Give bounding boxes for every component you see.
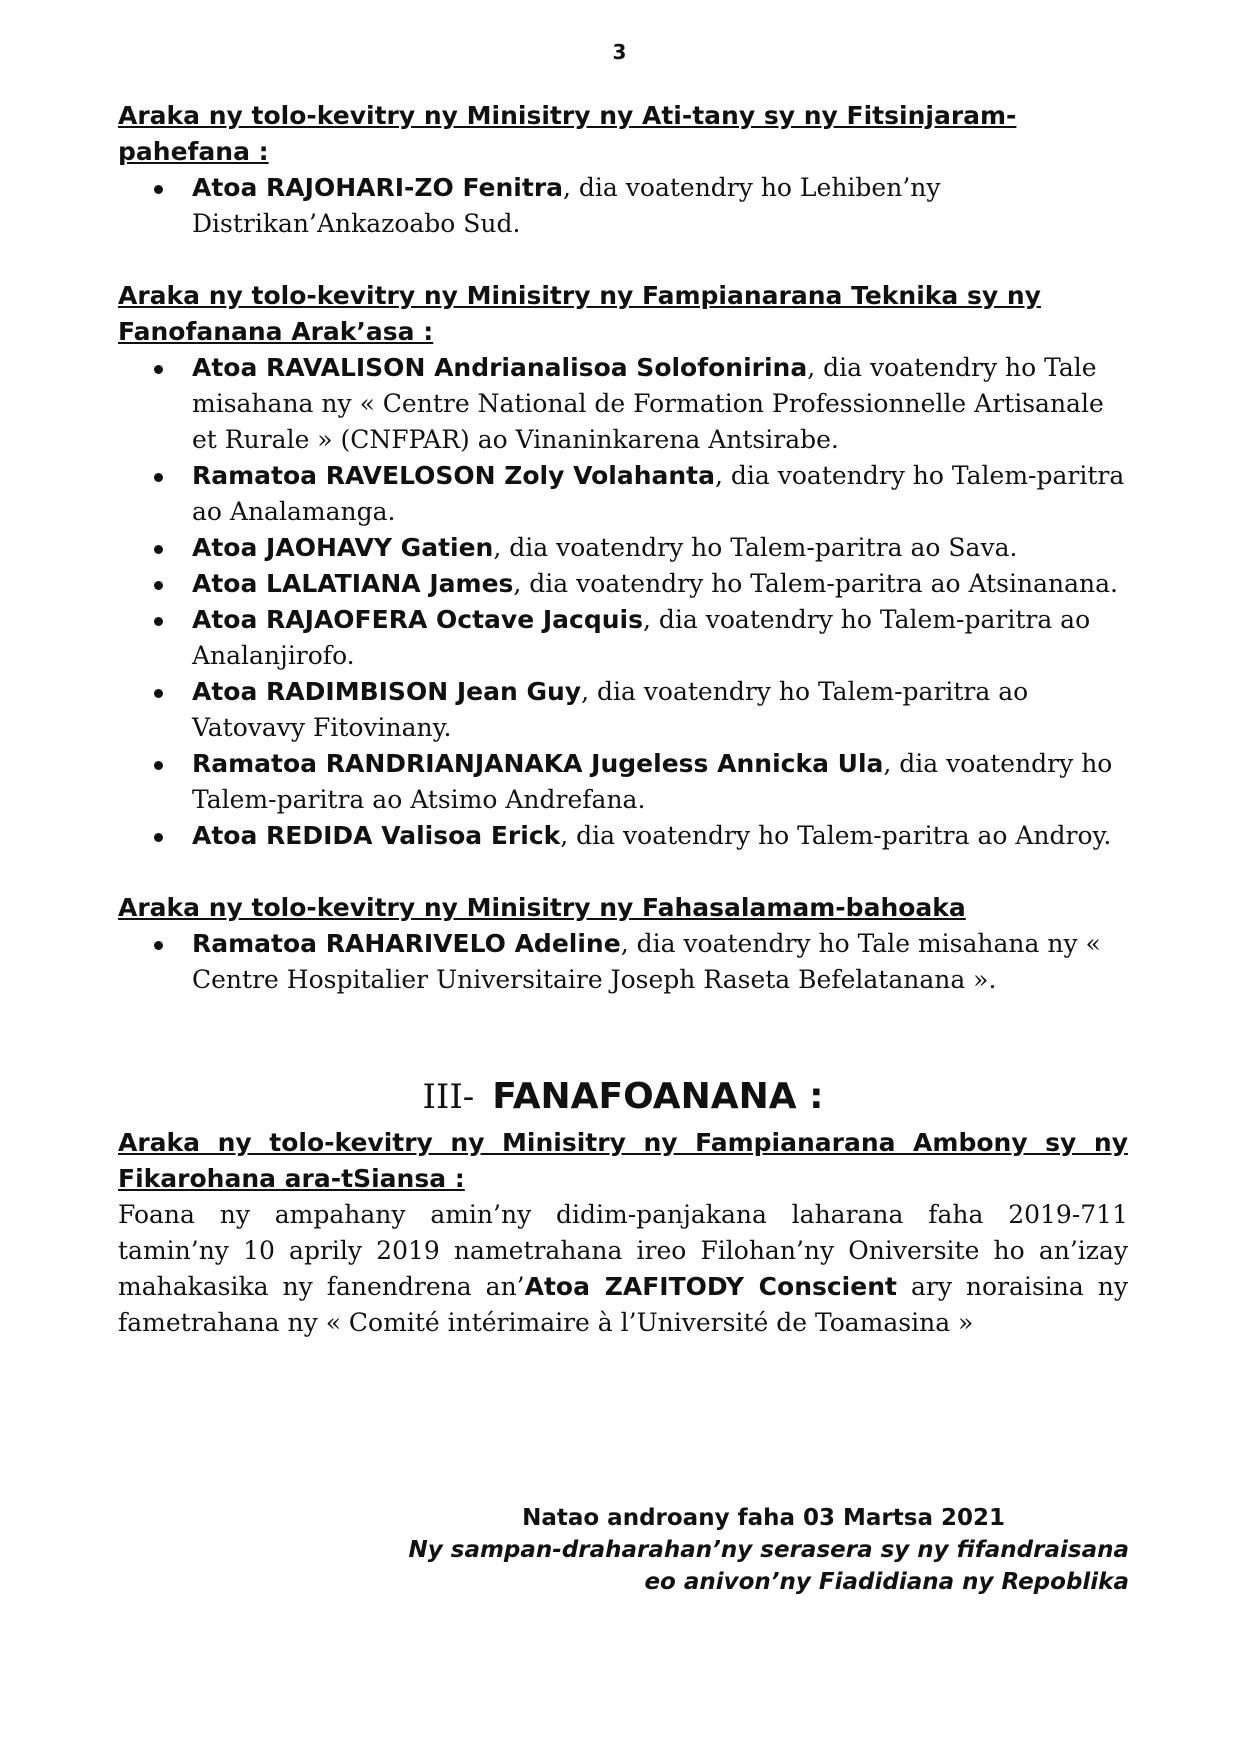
bullet-icon [154, 545, 163, 554]
page-number: 3 [612, 40, 627, 64]
appointee-name: Ramatoa RANDRIANJANAKA Jugeless Annicka Ula [192, 749, 884, 778]
list-item [118, 530, 1128, 566]
list-item [118, 566, 1128, 602]
list-item [118, 926, 1128, 998]
date-line: Natao androany faha 03 Martsa 2021 [522, 1505, 1005, 1531]
bullet-icon [154, 617, 163, 626]
person-name: Atoa ZAFITODY Conscient [524, 1272, 897, 1301]
appointment-text: , dia voatendry ho Lehiben’ny Distrikan’Ankazoabo Sud. [192, 173, 941, 238]
appointment-text: , dia voatendry ho Talem-paritra ao Analanjirofo. [192, 605, 1091, 670]
list-item [118, 746, 1128, 818]
bullet-icon [154, 761, 163, 770]
list-item [118, 602, 1128, 674]
section-heading: Araka ny tolo-kevitry ny Minisitry ny Fampianarana Teknika sy ny Fanofanana Arak’asa : [118, 281, 1041, 346]
list-item [118, 674, 1128, 746]
document-body [118, 98, 1128, 1341]
appointment-text: , dia voatendry ho Talem-paritra ao Atsimo Andrefana. [192, 749, 1113, 814]
section-ati-tany [118, 98, 1128, 242]
bullet-icon [154, 185, 163, 194]
appointment-text: , dia voatendry ho Talem-paritra ao Androy. [560, 821, 1112, 850]
appointment-list [118, 926, 1128, 998]
appointment-text: , dia voatendry ho Talem-paritra ao Atsinanana. [513, 569, 1118, 598]
appointee-name: Ramatoa RAVELOSON Zoly Volahanta [192, 461, 715, 490]
section-fahasalamana [118, 890, 1128, 998]
signatory-line: eo anivon’ny Fiadidiana ny Repoblika [644, 1569, 1129, 1595]
appointee-name: Atoa REDIDA Valisoa Erick [192, 821, 561, 850]
appointee-name: Atoa RAJAOFERA Octave Jacquis [192, 605, 643, 634]
bullet-icon [154, 473, 163, 482]
list-item [118, 818, 1128, 854]
abrogation-paragraph [118, 1197, 1128, 1341]
bullet-icon [154, 941, 163, 950]
appointee-name: Atoa LALATIANA James [192, 569, 514, 598]
signature-block [409, 1502, 1130, 1598]
paragraph-text: ary noraisina ny fametrahana ny « Comité intérimaire à l’Université de Toamasina » [118, 1272, 1128, 1337]
section-heading: Araka ny tolo-kevitry ny Minisitry ny Fampianarana Ambony sy ny Fikarohana ara-tSiansa : [118, 1128, 1128, 1193]
appointment-text: , dia voatendry ho Talem-paritra ao Sava. [493, 533, 1018, 562]
list-item [118, 350, 1128, 458]
appointee-name: Ramatoa RAHARIVELO Adeline [192, 929, 621, 958]
list-item [118, 458, 1128, 530]
part-heading [118, 1072, 1128, 1125]
appointment-list [118, 170, 1128, 242]
appointment-text: , dia voatendry ho Talem-paritra ao Vatovavy Fitovinany. [192, 677, 1029, 742]
appointment-text: , dia voatendry ho Talem-paritra ao Analamanga. [192, 461, 1125, 526]
section-fampianarana-teknika [118, 278, 1128, 854]
bullet-icon [154, 833, 163, 842]
list-item [118, 170, 1128, 242]
bullet-icon [154, 581, 163, 590]
paragraph-text: Foana ny ampahany amin’ny didim-panjakana laharana faha 2019-711 tamin’ny 10 aprily 2019 nametrahana ireo Filohan’ny Oniversite ho an’izay mahakasika ny fanendrena an’ [118, 1200, 1128, 1301]
section-heading: Araka ny tolo-kevitry ny Minisitry ny Ati-tany sy ny Fitsinjaram-pahefana : [118, 101, 1017, 166]
part-title: FANAFOANANA : [492, 1076, 824, 1117]
appointment-list [118, 350, 1128, 854]
signatory-line: Ny sampan-draharahan’ny serasera sy ny fifandraisana [408, 1537, 1129, 1563]
appointee-name: Atoa RAVALISON Andrianalisoa Solofonirina [192, 353, 808, 382]
bullet-icon [154, 365, 163, 374]
section-heading: Araka ny tolo-kevitry ny Minisitry ny Fahasalamam-bahoaka [118, 893, 966, 922]
part-numeral: III- [422, 1077, 475, 1117]
appointee-name: Atoa RADIMBISON Jean Guy [192, 677, 582, 706]
bullet-icon [154, 689, 163, 698]
appointment-text: , dia voatendry ho Tale misahana ny « Centre National de Formation Professionnelle Artisanale et Rurale » (CNFPAR) ao Vinaninkarena Antsirabe. [192, 353, 1104, 454]
appointee-name: Atoa JAOHAVY Gatien [192, 533, 494, 562]
appointment-text: , dia voatendry ho Tale misahana ny « Centre Hospitalier Universitaire Joseph Raseta Befelatanana ». [192, 929, 1101, 994]
appointee-name: Atoa RAJOHARI-ZO Fenitra [192, 173, 564, 202]
